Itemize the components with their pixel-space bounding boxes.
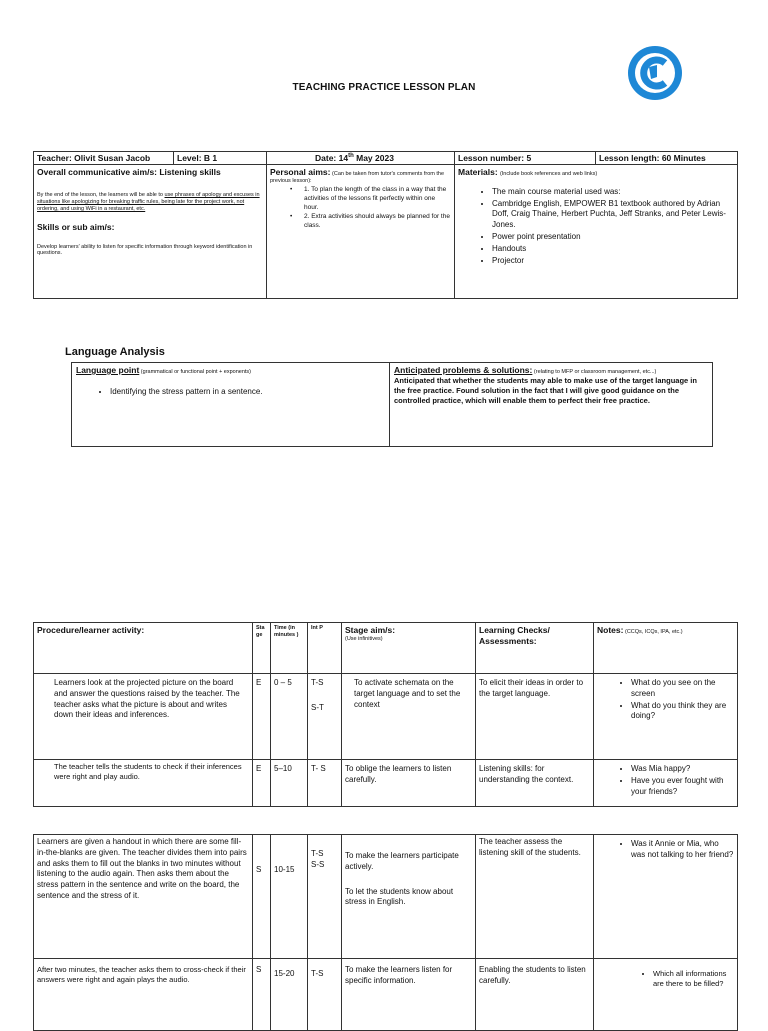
problems-text: Anticipated that whether the students may able to make use of the target language in the free practice. Found solution in the fact that I will give good guidance on the controlled practice, which will enable them to perfect their free practice. bbox=[394, 375, 697, 405]
personal-aims-list bbox=[270, 186, 451, 231]
personal-aim-item: • 1. To plan the length of the class in a way that the activities of the lessons fit perfectly within one hour. bbox=[290, 186, 447, 211]
materials-item: • Projector bbox=[492, 256, 734, 267]
problems-label: Anticipated problems & solutions: bbox=[394, 365, 533, 375]
notes-list bbox=[597, 839, 734, 861]
problems-note: (relating to MFP or classroom management, etc...) bbox=[532, 369, 657, 375]
lesson-info-table bbox=[33, 151, 738, 299]
personal-aim-item: • 2. Extra activities should always be planned for the class. bbox=[290, 213, 450, 230]
notes-cell bbox=[594, 959, 738, 1031]
teacher-cell: Teacher: Olivit Susan Jacob bbox=[34, 152, 174, 165]
skills-aim-label: Skills or sub aim/s: bbox=[37, 222, 115, 233]
stage-cell: E bbox=[253, 760, 271, 807]
procedure-table bbox=[33, 622, 738, 807]
header-checks: Learning Checks/ Assessments: bbox=[476, 623, 594, 674]
time-cell: 15-20 bbox=[271, 959, 308, 1031]
language-analysis-table bbox=[71, 362, 713, 447]
materials-item: • Handouts bbox=[492, 244, 734, 255]
header-time: Time (in minutes ) bbox=[271, 623, 308, 674]
overall-aim-text: By the end of the lesson, the learners will be able to use phrases of apology and excuses in situations like apologizing for breaking traffic rules, being late for the project work, not ordering, and using WiFi in a restaurant, etc. bbox=[37, 192, 260, 212]
activity-cell: After two minutes, the teacher asks them to cross-check if their answers were right and again plays the audio. bbox=[34, 959, 253, 1031]
activity-cell: Learners look at the projected picture on the board and answer the questions raised by the teacher. The teacher asks what the picture is about and writes down their ideas and inferences. bbox=[34, 674, 253, 760]
notes-item: • Was it Annie or Mia, who was not talking to her friend? bbox=[631, 839, 734, 861]
intp-cell: T- S bbox=[308, 760, 342, 807]
activity-cell: The teacher tells the students to check if their inferences were right and play audio. bbox=[34, 760, 253, 807]
notes-item: • What do you see on the screen bbox=[631, 678, 734, 700]
aim-cell: To make the learners listen for specific information. bbox=[342, 959, 476, 1031]
language-analysis-heading: Language Analysis bbox=[65, 346, 165, 358]
language-point-list bbox=[76, 387, 385, 398]
stage-cell: S bbox=[253, 959, 271, 1031]
intp-cell: T-S S-S bbox=[308, 835, 342, 959]
personal-aims-label: Personal aims: bbox=[270, 167, 331, 177]
notes-cell bbox=[594, 674, 738, 760]
checks-cell: Listening skills: for understanding the context. bbox=[476, 760, 594, 807]
notes-item: • What do you think they are doing? bbox=[631, 701, 734, 723]
checks-cell: The teacher assess the listening skill of the students. bbox=[476, 835, 594, 959]
notes-item: • Which all informations are there to be filled? bbox=[653, 969, 734, 989]
intp-cell: T-S S-T bbox=[308, 674, 342, 760]
overall-aim-label: Overall communicative aim/s: Listening skills bbox=[37, 167, 221, 177]
personal-aims-cell bbox=[267, 165, 455, 299]
intp-cell: T-S bbox=[308, 959, 342, 1031]
level-cell: Level: B 1 bbox=[174, 152, 267, 165]
lesson-length-cell: Lesson length: 60 Minutes bbox=[596, 152, 738, 165]
aim-cell: To oblige the learners to listen carefully. bbox=[342, 760, 476, 807]
notes-item: • Was Mia happy? bbox=[631, 764, 734, 775]
language-point-cell bbox=[72, 363, 390, 447]
checks-cell: To elicit their ideas in order to the target language. bbox=[476, 674, 594, 760]
time-cell: 10-15 bbox=[271, 835, 308, 959]
date-cell: Date: 14th May 2023 bbox=[267, 152, 455, 165]
time-cell: 0 – 5 bbox=[271, 674, 308, 760]
procedure-table-continued bbox=[33, 834, 738, 1031]
skills-aim-text: Develop learners' ability to listen for specific information through keyword identification in questions. bbox=[37, 243, 253, 257]
problems-cell bbox=[390, 363, 713, 447]
notes-list bbox=[597, 764, 734, 797]
materials-item: • The main course material used was: bbox=[492, 187, 734, 198]
stage-cell: E bbox=[253, 674, 271, 760]
notes-list bbox=[597, 678, 734, 722]
notes-cell bbox=[594, 760, 738, 807]
personal-aims-note: (Can be taken from tutor's comments from the previous lesson): bbox=[270, 171, 445, 184]
stage-cell: S bbox=[253, 835, 271, 959]
header-intp: Int P bbox=[308, 623, 342, 674]
header-aim: Stage aim/s: (Use infinitives) bbox=[342, 623, 476, 674]
page-title: TEACHING PRACTICE LESSON PLAN bbox=[292, 82, 476, 93]
aim-cell: To make the learners participate actively. To let the students know about stress in English. bbox=[342, 835, 476, 959]
language-point-note: (grammatical or functional point + exponents) bbox=[139, 369, 252, 375]
activity-cell: Learners are given a handout in which there are some fill-in-the-blanks are given. The teacher divides them into pairs and asks them to fill out the blanks in two minutes without listening to the audio again. Then asks them about the stress pattern in the sentence and write on the board, the sentence and the stress of it. bbox=[34, 835, 253, 959]
language-point-item: • Identifying the stress pattern in a sentence. bbox=[110, 387, 385, 398]
language-point-label: Language point bbox=[76, 365, 140, 375]
materials-list bbox=[458, 187, 734, 267]
header-activity: Procedure/learner activity: bbox=[34, 623, 253, 674]
aim-cell: To activate schemata on the target language and to set the context bbox=[342, 674, 476, 760]
materials-item: • Power point presentation bbox=[492, 232, 734, 243]
header-stage: Sta ge bbox=[253, 623, 271, 674]
time-cell: 5–10 bbox=[271, 760, 308, 807]
materials-label: Materials: bbox=[458, 167, 498, 177]
notes-list bbox=[597, 969, 734, 989]
materials-item: • Cambridge English, EMPOWER B1 textbook authored by Adrian Doff, Craig Thaine, Herbert Puchta, Jeff Stranks, and Peter Lewis-Jones. bbox=[492, 199, 734, 231]
aims-cell bbox=[34, 165, 267, 299]
lesson-number-cell: Lesson number: 5 bbox=[455, 152, 596, 165]
notes-cell bbox=[594, 835, 738, 959]
materials-note: (Include book references and web links) bbox=[499, 171, 598, 177]
header-notes: Notes: (CCQs, ICQs, IPA, etc.) bbox=[594, 623, 738, 674]
checks-cell: Enabling the students to listen carefully. bbox=[476, 959, 594, 1031]
notes-item: • Have you ever fought with your friends? bbox=[631, 776, 734, 798]
materials-cell bbox=[455, 165, 738, 299]
